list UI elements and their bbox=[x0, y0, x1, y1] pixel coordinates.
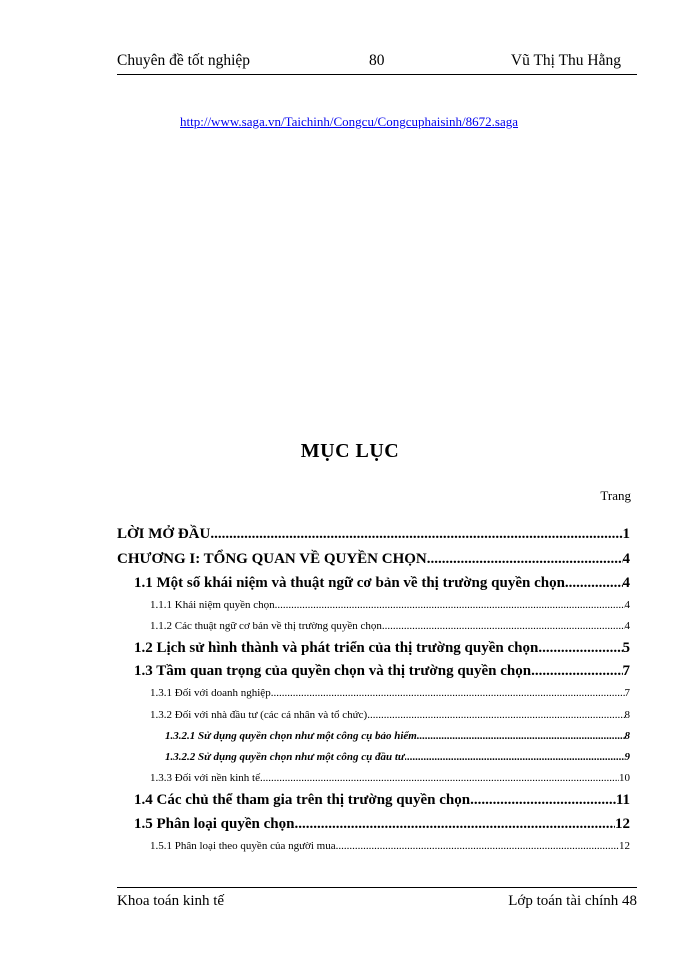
toc-entry-1-3[interactable] bbox=[134, 663, 630, 680]
toc-entry-page: 7 bbox=[622, 663, 630, 679]
toc-entry-text: 1.1.1 Khái niệm quyền chọn bbox=[150, 599, 275, 611]
toc-entry-page: 11 bbox=[615, 792, 630, 808]
toc-entry-1-5-1[interactable] bbox=[150, 840, 630, 852]
toc-entry-1-3-2[interactable] bbox=[150, 709, 630, 721]
toc-entry-text: 1.5 Phân loại quyền chọn bbox=[134, 816, 295, 832]
toc-entry-text: CHƯƠNG I: TỔNG QUAN VỀ QUYỀN CHỌN bbox=[117, 551, 427, 567]
toc-entry-1-1[interactable] bbox=[134, 575, 630, 592]
toc-entry-page: 4 bbox=[624, 620, 630, 632]
toc-leader-dots bbox=[531, 663, 622, 680]
page-header bbox=[117, 52, 637, 74]
reference-link[interactable]: http://www.saga.vn/Taichinh/Congcu/Congcuphaisinh/8672.saga bbox=[180, 114, 519, 129]
toc-leader-dots bbox=[271, 687, 625, 699]
header-rule bbox=[117, 74, 637, 75]
toc-entry-text: 1.3.3 Đối với nền kinh tế bbox=[150, 772, 260, 784]
toc-entry-page: 4 bbox=[622, 551, 630, 567]
toc-entry-page: 7 bbox=[624, 687, 630, 699]
toc-title: MỤC LỤC bbox=[300, 440, 400, 462]
footer-class: Lớp toán tài chính 48 bbox=[508, 893, 637, 909]
toc-leader-dots bbox=[382, 620, 625, 632]
toc-page-label: Trang bbox=[600, 488, 631, 503]
toc-entry-chuong-1[interactable] bbox=[117, 551, 630, 568]
toc-leader-dots bbox=[405, 751, 625, 763]
toc-entry-text: 1.2 Lịch sử hình thành và phát triển của thị trường quyền chọn bbox=[134, 640, 539, 656]
toc-leader-dots bbox=[427, 551, 623, 568]
toc-entry-text: 1.3.2.1 Sử dụng quyền chọn như một công cụ bảo hiểm bbox=[165, 730, 417, 742]
toc-entry-1-4[interactable] bbox=[134, 792, 630, 809]
toc-entry-loi-mo-dau[interactable] bbox=[117, 526, 630, 543]
toc-leader-dots bbox=[417, 730, 625, 742]
toc-leader-dots bbox=[294, 816, 615, 833]
toc-leader-dots bbox=[470, 792, 616, 809]
toc-entry-text: 1.4 Các chủ thể tham gia trên thị trường quyền chọn bbox=[134, 792, 471, 808]
header-page-number: 80 bbox=[369, 52, 385, 69]
toc-leader-dots bbox=[538, 640, 622, 657]
toc-entry-1-3-2-1[interactable] bbox=[165, 730, 630, 742]
toc-entry-text: 1.1 Một số khái niệm và thuật ngữ cơ bản về thị trường quyền chọn bbox=[134, 575, 565, 591]
toc-leader-dots bbox=[336, 840, 619, 852]
toc-entry-text: 1.1.2 Các thuật ngữ cơ bản về thị trường quyền chọn bbox=[150, 620, 382, 632]
toc-entry-page: 4 bbox=[624, 599, 630, 611]
toc-leader-dots bbox=[367, 709, 624, 721]
toc-entry-text: LỜI MỞ ĐẦU bbox=[117, 526, 211, 542]
toc-entry-1-1-2[interactable] bbox=[150, 620, 630, 632]
toc-entry-text: 1.3.1 Đối với doanh nghiệp bbox=[150, 687, 271, 699]
header-author-name: Vũ Thị Thu Hằng bbox=[510, 52, 621, 69]
toc-leader-dots bbox=[260, 772, 619, 784]
header-thesis-label: Chuyên đề tốt nghiệp bbox=[117, 52, 251, 69]
toc-entry-1-3-2-2[interactable] bbox=[165, 751, 630, 763]
toc-entry-page: 9 bbox=[624, 751, 630, 763]
toc-entry-1-5[interactable] bbox=[134, 816, 630, 833]
toc-leader-dots bbox=[210, 526, 622, 543]
toc-entry-page: 12 bbox=[619, 840, 630, 852]
toc-entry-page: 1 bbox=[622, 526, 630, 542]
toc-entry-1-2[interactable] bbox=[134, 640, 630, 657]
footer-faculty: Khoa toán kinh tế bbox=[117, 893, 225, 909]
toc-entry-1-3-1[interactable] bbox=[150, 687, 630, 699]
toc-entry-page: 10 bbox=[619, 772, 630, 784]
toc-entry-text: 1.3.2 Đối với nhà đầu tư (các cá nhân và tổ chức) bbox=[150, 709, 368, 721]
toc-entry-1-1-1[interactable] bbox=[150, 599, 630, 611]
toc-entry-page: 8 bbox=[624, 709, 630, 721]
toc-entry-text: 1.3.2.2 Sử dụng quyền chọn như một công cụ đầu tư bbox=[165, 751, 405, 763]
toc-entry-page: 12 bbox=[615, 816, 630, 832]
footer-rule bbox=[117, 887, 637, 888]
toc-entry-1-3-3[interactable] bbox=[150, 772, 630, 784]
toc-entry-page: 8 bbox=[624, 730, 630, 742]
toc-entry-text: 1.3 Tầm quan trọng của quyền chọn và thị trường quyền chọn bbox=[134, 663, 532, 679]
toc-entry-text: 1.5.1 Phân loại theo quyền của người mua bbox=[150, 840, 336, 852]
toc-leader-dots bbox=[565, 575, 623, 592]
toc-entry-page: 5 bbox=[622, 640, 630, 656]
toc-leader-dots bbox=[275, 599, 625, 611]
toc-entry-page: 4 bbox=[622, 575, 630, 591]
